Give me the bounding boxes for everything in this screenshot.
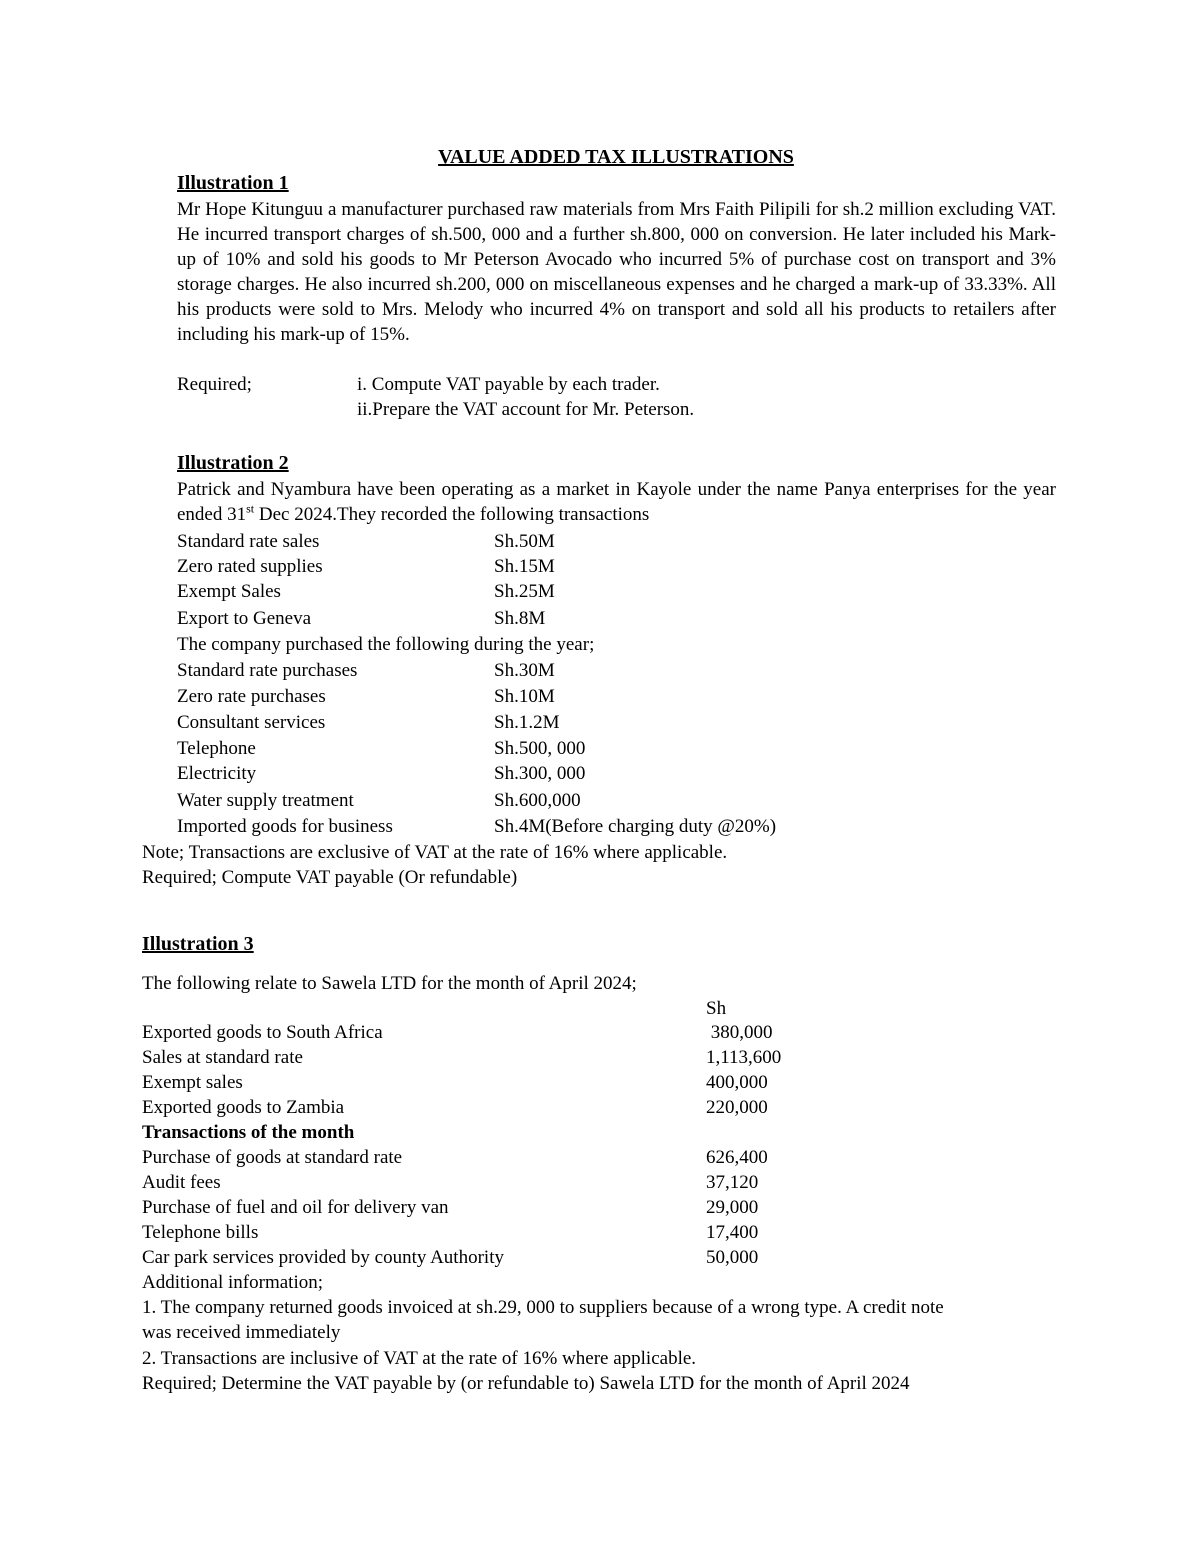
purchase-item-value: Sh.30M [494,660,555,681]
sales-item-label: Standard rate sales [177,531,320,552]
item-label: Exempt sales [142,1072,243,1093]
transaction-label: Purchase of goods at standard rate [142,1147,403,1168]
purchase-item-value: Sh.300, 000 [494,763,586,784]
additional-info-2: 2. Transactions are inclusive of VAT at the rate of 16% where applicable. [142,1348,697,1369]
transaction-label: Car park services provided by county Authority [142,1247,504,1268]
transaction-value: 29,000 [706,1197,759,1218]
item-label: Sales at standard rate [142,1047,303,1068]
sales-item-value: Sh.25M [494,581,555,602]
sales-item-value: Sh.50M [494,531,555,552]
purchase-item-label: Electricity [177,763,257,784]
purchase-item-value: Sh.1.2M [494,712,560,733]
item-value: 1,113,600 [706,1047,782,1068]
sales-item-label: Zero rated supplies [177,556,323,577]
purchase-item-label: Telephone [177,738,256,759]
illustration-3-intro: The following relate to Sawela LTD for the month of April 2024; [142,973,637,994]
transaction-value: 50,000 [706,1247,759,1268]
additional-information-label: Additional information; [142,1272,324,1293]
additional-info-1-continued: was received immediately [142,1322,341,1343]
purchase-item-label: Zero rate purchases [177,686,326,707]
transaction-label: Audit fees [142,1172,221,1193]
purchase-item-value: Sh.4M(Before charging duty @20%) [494,816,777,837]
illustration-1-requirement-2: ii.Prepare the VAT account for Mr. Peterson. [357,399,695,420]
purchase-item-label: Consultant services [177,712,326,733]
purchase-item-label: Standard rate purchases [177,660,358,681]
item-value: 380,000 [706,1022,773,1043]
illustration-2-heading: Illustration 2 [177,452,289,474]
purchase-item-label: Water supply treatment [177,790,354,811]
illustration-2-intro-text-end: Dec 2024.They recorded the following transactions [254,504,650,525]
purchase-item-value: Sh.500, 000 [494,738,586,759]
item-label: Exported goods to Zambia [142,1097,345,1118]
item-label: Exported goods to South Africa [142,1022,383,1043]
illustration-1-requirement-1: i. Compute VAT payable by each trader. [357,374,660,395]
purchase-item-value: Sh.10M [494,686,555,707]
illustration-2-intro [177,477,1056,527]
transaction-value: 626,400 [706,1147,768,1168]
additional-info-1: 1. The company returned goods invoiced at sh.29, 000 to suppliers because of a wrong type. A credit note [142,1297,944,1318]
amount-column-header: Sh [706,998,727,1019]
transaction-label: Purchase of fuel and oil for delivery van [142,1197,449,1218]
sales-item-label: Exempt Sales [177,581,281,602]
transaction-value: 37,120 [706,1172,759,1193]
illustration-2-required: Required; Compute VAT payable (Or refundable) [142,867,518,888]
document-title: VALUE ADDED TAX ILLUSTRATIONS [438,146,794,168]
purchases-intro: The company purchased the following during the year; [177,634,595,655]
item-value: 400,000 [706,1072,768,1093]
transactions-subheading: Transactions of the month [142,1122,355,1143]
illustration-3-heading: Illustration 3 [142,933,254,955]
transaction-label: Telephone bills [142,1222,259,1243]
illustration-3-required: Required; Determine the VAT payable by (or refundable to) Sawela LTD for the month of April 2024 [142,1373,910,1394]
transaction-value: 17,400 [706,1222,759,1243]
illustration-1-required-label: Required; [177,374,252,395]
illustration-2-note: Note; Transactions are exclusive of VAT at the rate of 16% where applicable. [142,842,728,863]
illustration-1-text: Mr Hope Kitunguu a manufacturer purchased raw materials from Mrs Faith Pilipili for sh.2 million excluding VAT. He incurred transport charges of sh.500, 000 and a further sh.800, 000 on conversion. He later included his Mark-up of 10% and sold his goods to Mr Peterson Avocado who incurred 5% of purchase cost on transport and 3% storage charges. He also incurred sh.200, 000 on miscellaneous expenses and he charged a mark-up of 33.33%. All his products were sold to Mrs. Melody who incurred 4% on transport and sold all his products to retailers after including his mark-up of 15%. [177,199,1056,345]
illustration-1-heading: Illustration 1 [177,172,289,194]
purchase-item-value: Sh.600,000 [494,790,581,811]
ordinal-superscript: st [246,501,255,516]
purchase-item-label: Imported goods for business [177,816,393,837]
illustration-2-intro-text: Patrick and Nyambura have been operating as a market in Kayole under the name Panya enterprises for the year ended 31 [177,479,1056,525]
sales-item-value: Sh.8M [494,608,546,629]
item-value: 220,000 [706,1097,768,1118]
sales-item-label: Export to Geneva [177,608,312,629]
sales-item-value: Sh.15M [494,556,555,577]
